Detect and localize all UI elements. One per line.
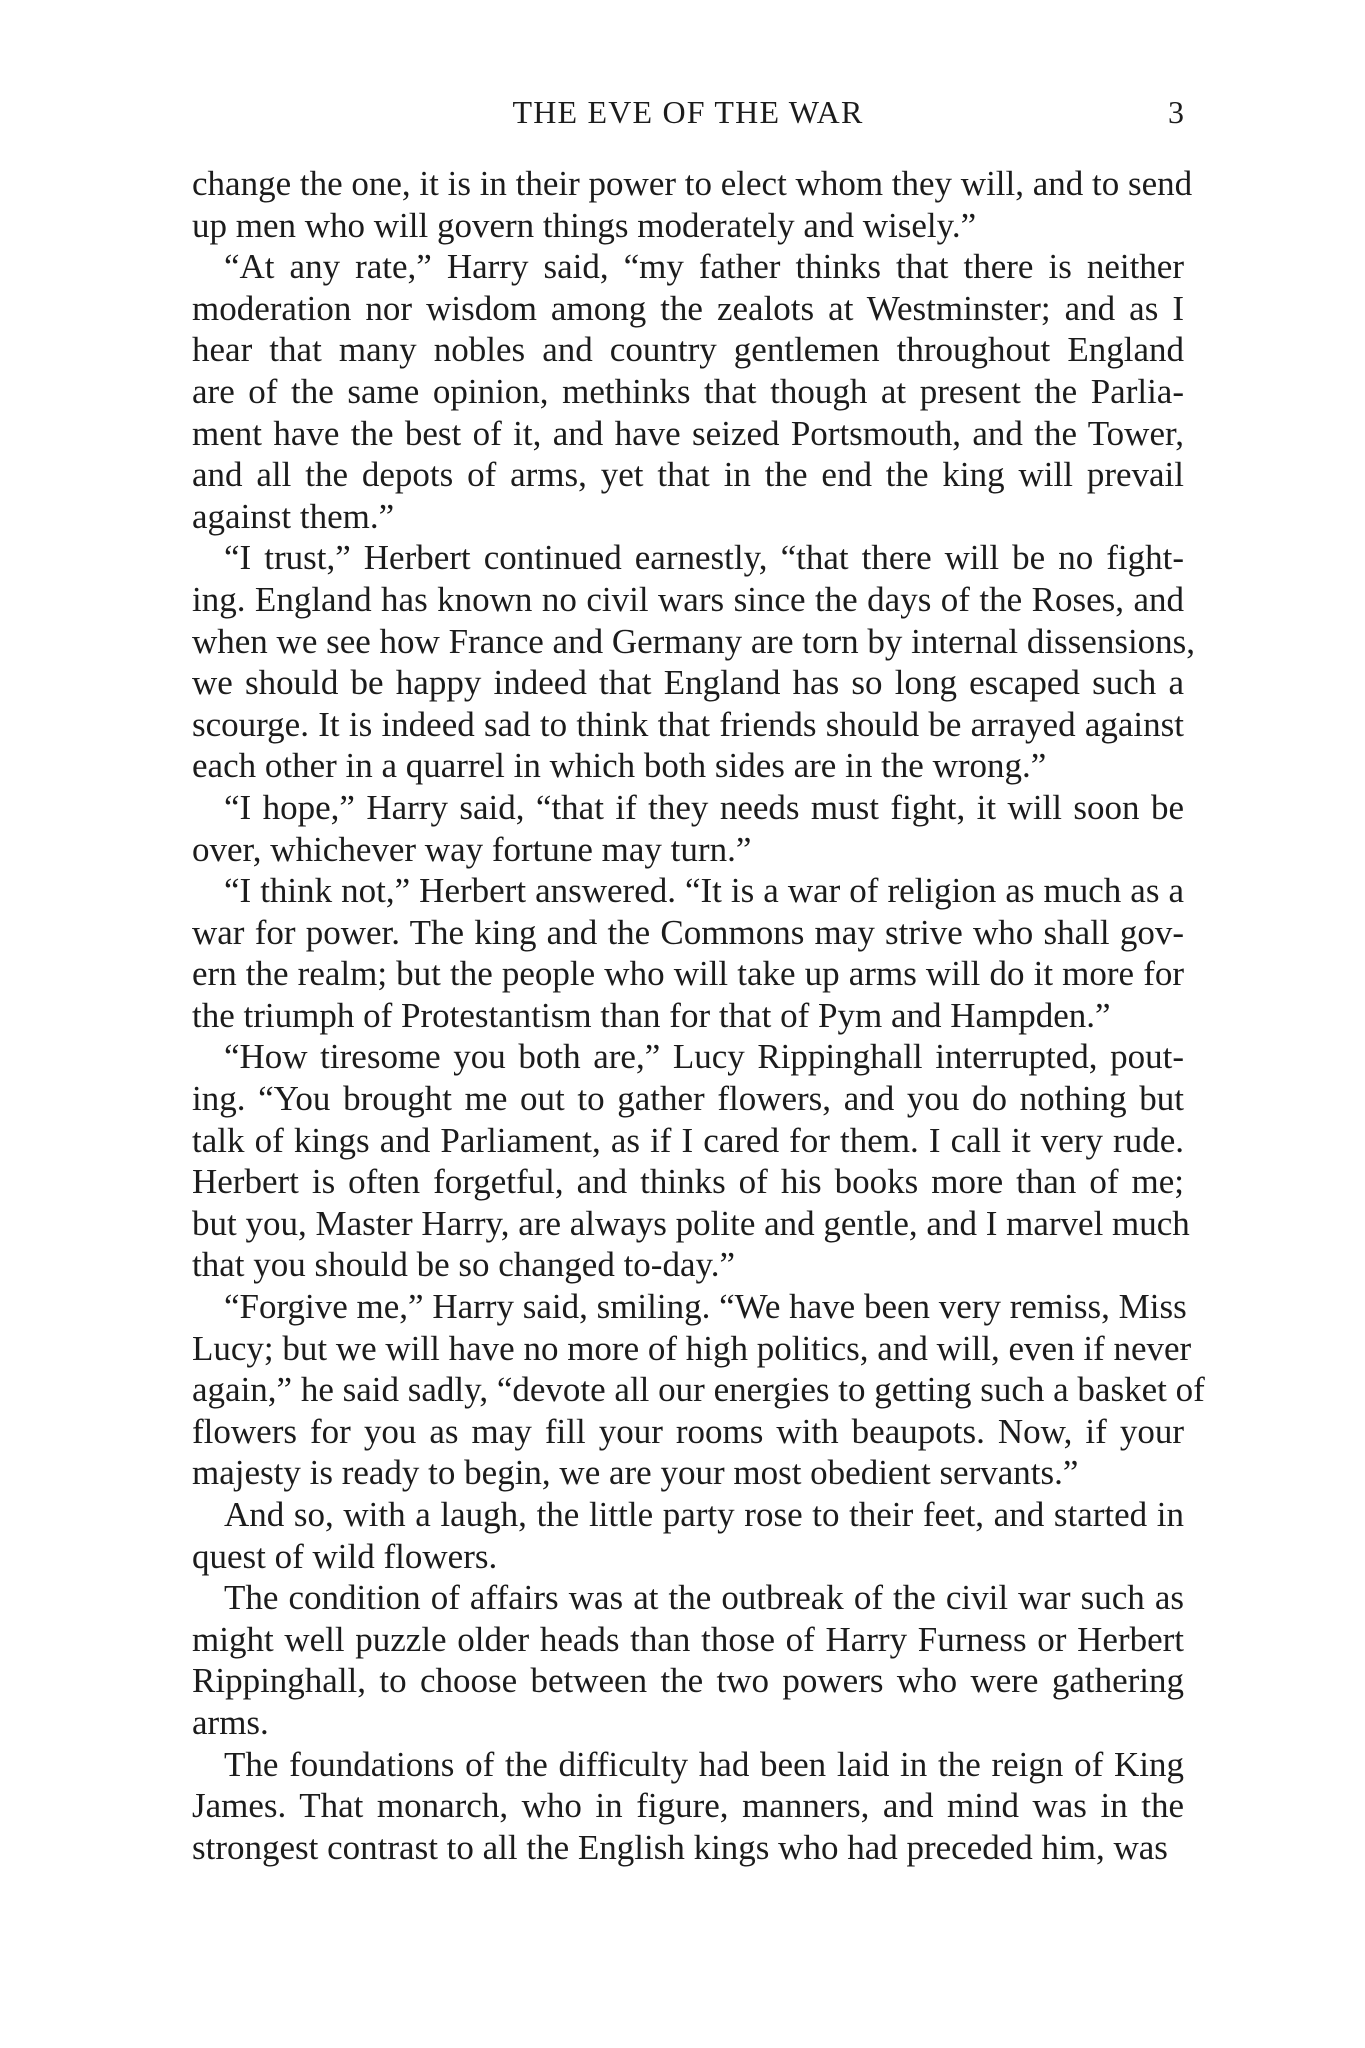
text-line: The foundations of the difficulty had been laid in the reign of King <box>224 1744 1184 1784</box>
text-line: And so, with a laugh, the little party rose to their feet, and started in <box>224 1495 1184 1534</box>
paragraph <box>192 1286 1205 1494</box>
text-line: and all the depots of arms, yet that in the end the king will prevail <box>192 455 1184 495</box>
text-line: the triumph of Protestantism than for that of Pym and Hampden.” <box>192 995 1111 1035</box>
text-line: ing. “You brought me out to gather flowers, and you do nothing but <box>192 1079 1184 1119</box>
text-line: “Forgive me,” Harry said, smiling. “We have been very remiss, Miss <box>224 1287 1187 1327</box>
text-line: up men who will govern things moderately and wisely.” <box>192 205 977 245</box>
text-line: “I trust,” Herbert continued earnestly, “that there will be no fight- <box>224 538 1184 578</box>
text-line: ing. England has known no civil wars since the days of the Roses, and <box>192 579 1184 619</box>
text-line: we should be happy indeed that England has so long escaped such a <box>192 663 1184 703</box>
text-line: James. That monarch, who in figure, manners, and mind was in the <box>192 1786 1184 1826</box>
text-line: talk of kings and Parliament, as if I cared for them. I call it very rude. <box>192 1120 1184 1160</box>
text-line: war for power. The king and the Commons may strive who shall gov- <box>192 912 1184 952</box>
text-line: Herbert is often forgetful, and thinks of his books more than of me; <box>192 1162 1184 1202</box>
paragraph <box>192 1577 1184 1743</box>
text-line: change the one, it is in their power to elect whom they will, and to send <box>192 164 1193 203</box>
text-line: flowers for you as may fill your rooms with beaupots. Now, if your <box>192 1411 1184 1451</box>
text-line: strongest contrast to all the English kings who had preceded him, was <box>192 1827 1168 1867</box>
text-line: when we see how France and Germany are torn by internal dissensions, <box>192 621 1196 661</box>
text-line: quest of wild flowers. <box>192 1536 498 1576</box>
text-line: ern the realm; but the people who will take up arms will do it more for <box>192 954 1184 994</box>
page-number: 3 <box>1168 94 1184 130</box>
text-line: ment have the best of it, and have seized Portsmouth, and the Tower, <box>192 413 1184 453</box>
text-line: “I hope,” Harry said, “that if they needs must fight, it will soon be <box>224 787 1184 827</box>
running-head <box>192 92 1184 138</box>
text-line: “I think not,” Herbert answered. “It is a war of religion as much as a <box>224 871 1184 911</box>
text-line: but you, Master Harry, are always polite and gentle, and I marvel much <box>192 1203 1190 1243</box>
running-title: THE EVE OF THE WAR <box>512 94 864 130</box>
text-line: over, whichever way fortune may turn.” <box>192 829 752 869</box>
text-line: The condition of affairs was at the outbreak of the civil war such as <box>224 1578 1184 1618</box>
text-line: moderation nor wisdom among the zealots at Westminster; and as I <box>192 288 1184 328</box>
paragraph <box>192 1036 1190 1286</box>
text-line: Rippinghall, to choose between the two powers who were gathering <box>192 1661 1184 1701</box>
text-line: “How tiresome you both are,” Lucy Rippinghall interrupted, pout- <box>224 1037 1184 1077</box>
text-line: hear that many nobles and country gentlemen throughout England <box>192 330 1184 370</box>
paragraph <box>192 787 1184 870</box>
paragraph <box>192 537 1196 787</box>
body-text <box>192 163 1205 1868</box>
text-line: might well puzzle older heads than those of Harry Furness or Herbert <box>192 1619 1184 1659</box>
text-line: again,” he said sadly, “devote all our energies to getting such a basket of <box>192 1370 1205 1410</box>
paragraph <box>192 1494 1184 1577</box>
text-line: scourge. It is indeed sad to think that friends should be arrayed against <box>192 704 1184 744</box>
paragraph <box>192 870 1184 1036</box>
text-line: arms. <box>192 1702 269 1742</box>
text-line: are of the same opinion, methinks that though at present the Parlia- <box>192 371 1184 411</box>
text-line: against them.” <box>192 496 395 536</box>
paragraph <box>192 1744 1184 1869</box>
paragraph <box>192 163 1193 246</box>
text-line: each other in a quarrel in which both sides are in the wrong.” <box>192 746 1047 786</box>
text-line: that you should be so changed to-day.” <box>192 1245 736 1285</box>
text-line: Lucy; but we will have no more of high politics, and will, even if never <box>192 1328 1192 1368</box>
text-line: “At any rate,” Harry said, “my father thinks that there is neither <box>224 247 1184 287</box>
paragraph <box>192 246 1184 537</box>
text-line: majesty is ready to begin, we are your most obedient servants.” <box>192 1453 1079 1493</box>
